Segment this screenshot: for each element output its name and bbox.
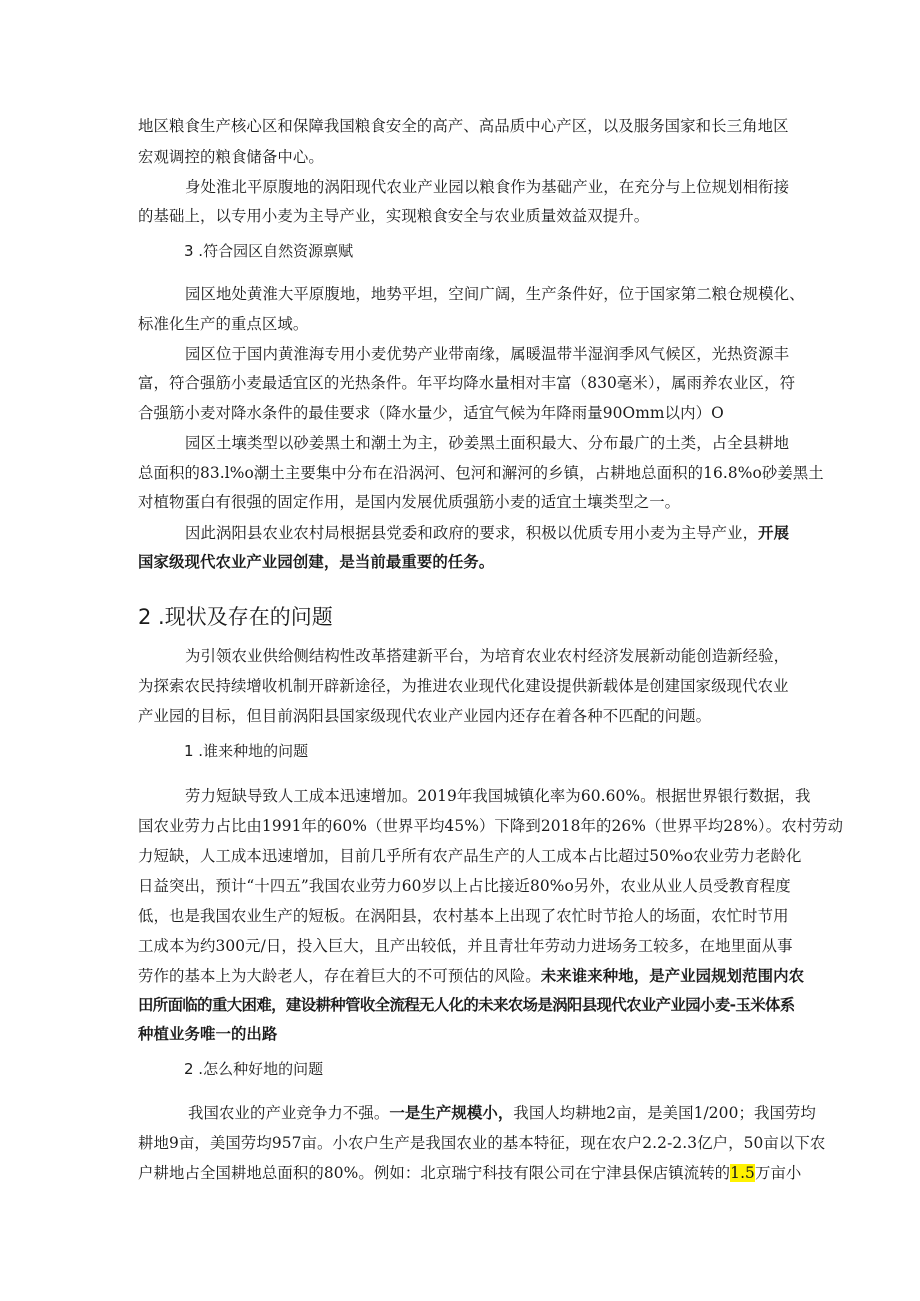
paragraph-line: 标准化生产的重点区域。: [138, 315, 309, 333]
subsection-heading: 2 .怎么种好地的问题: [184, 1060, 324, 1078]
paragraph-line: [138, 965, 804, 987]
paragraph-line: 园区土壤类型以砂姜黑土和潮土为主，砂姜黑土面积最大、分布最广的土类，占全县耕地: [185, 434, 790, 452]
emphasis-text: 开展: [758, 524, 790, 542]
paragraph-line: 富，符合强筋小麦最适宜区的光热条件。年平均降水量相对丰富（830毫米），属雨养农业区，符: [138, 374, 796, 392]
subsection-heading: 3 .符合园区自然资源禀赋: [184, 242, 354, 260]
paragraph-line: 园区位于国内黄淮海专用小麦优势产业带南缘，属暖温带半湿润季风气候区，光热资源丰: [185, 345, 790, 363]
paragraph-line: 总面积的83.l%o潮土主要集中分布在沿涡河、包河和澥河的乡镇，占耕地总面积的16.8%o砂姜黑土: [138, 464, 824, 482]
paragraph-line: 工成本为约300元/日，投入巨大，且产出较低，并且青壮年劳动力进场务工较多，在地里面从事: [138, 937, 793, 955]
paragraph-text: 万亩小: [754, 1164, 802, 1182]
paragraph-text: 我国农业的产业竞争力不强。: [188, 1104, 390, 1122]
paragraph-line: 园区地处黄淮大平原腹地，地势平坦，空间广阔，生产条件好，位于国家第二粮仓规模化、: [185, 285, 805, 303]
paragraph-line: 力短缺，人工成本迅速增加，目前几乎所有农产品生产的人工成本占比超过50%o农业劳力老龄化: [138, 847, 802, 865]
section-heading: 2 .现状及存在的问题: [138, 605, 333, 629]
paragraph-line: 宏观调控的粮食储备中心。: [138, 148, 324, 166]
paragraph-line: 对植物蛋白有很强的固定作用，是国内发展优质强筋小麦的适宜土壤类型之一。: [138, 493, 681, 511]
paragraph-line: 为探索农民持续增收机制开辟新途径，为推进农业现代化建设提供新载体是创建国家级现代农业: [138, 677, 789, 695]
emphasis-line: 田所面临的重大困难，建设耕种管收全流程无人化的未来农场是涡阳县现代农业产业园小麦-玉米体系: [138, 996, 795, 1014]
paragraph-line: 为引领农业供给侧结构性改革搭建新平台，为培育农业农村经济发展新动能创造新经验，: [185, 647, 790, 665]
subsection-heading: 1 .谁来种地的问题: [184, 742, 309, 760]
paragraph-text: 因此涡阳县农业农村局根据县党委和政府的要求，积极以优质专用小麦为主导产业，: [185, 524, 759, 542]
paragraph-line: 耕地9亩，美国劳均957亩。小农户生产是我国农业的基本特征，现在农户2.2-2.3亿户，50亩以下农: [138, 1134, 826, 1152]
paragraph-line: 地区粮食生产核心区和保障我国粮食安全的高产、高品质中心产区，以及服务国家和长三角地区: [138, 117, 789, 135]
paragraph-line: 合强筋小麦对降水条件的最佳要求（降水量少，适宜气候为年降雨量90Omm以内）O: [138, 404, 724, 422]
emphasis-text: 一是生产规模小，: [389, 1104, 514, 1122]
paragraph-text: 劳作的基本上为大龄老人，存在着巨大的不可预估的风险。: [138, 967, 541, 985]
emphasis-text: 未来谁来种地，是产业园规划范围内农: [540, 967, 805, 985]
paragraph-line: 身处淮北平原腹地的涡阳现代农业产业园以粮食作为基础产业，在充分与上位规划相衔接: [185, 178, 790, 196]
paragraph-line: 产业园的目标，但目前涡阳县国家级现代农业产业园内还存在着各种不匹配的问题。: [138, 707, 712, 725]
paragraph-line: 的基础上，以专用小麦为主导产业，实现粮食安全与农业质量效益双提升。: [138, 207, 650, 225]
paragraph-line: [138, 1162, 801, 1184]
emphasis-line: 国家级现代农业产业园创建，是当前最重要的任务。: [138, 553, 495, 571]
paragraph-line: 劳力短缺导致人工成本迅速增加。2019年我国城镇化率为60.60%。根据世界银行数据，我: [185, 787, 811, 805]
paragraph-line: 低，也是我国农业生产的短板。在涡阳县，农村基本上出现了农忙时节抢人的场面，农忙时节用: [138, 907, 789, 925]
emphasis-line: 种植业务唯一的出路: [138, 1025, 278, 1043]
paragraph-text: 户耕地占全国耕地总面积的80%。例如：北京瑞宁科技有限公司在宁津县保店镇流转的: [138, 1164, 731, 1182]
paragraph-line: 国农业劳力占比由1991年的60%（世界平均45%）下降到2018年的26%（世界平均28%）。农村劳动: [138, 817, 844, 835]
paragraph-line: 日益突出，预计“十四五”我国农业劳力60岁以上占比接近80%o另外，农业从业人员受教育程度: [138, 877, 791, 895]
paragraph-text: 我国人均耕地2亩，是美国1/200；我国劳均: [513, 1104, 816, 1122]
paragraph-line: [188, 1102, 816, 1124]
highlighted-text: 1.5: [730, 1164, 755, 1182]
paragraph-line: [185, 522, 789, 544]
